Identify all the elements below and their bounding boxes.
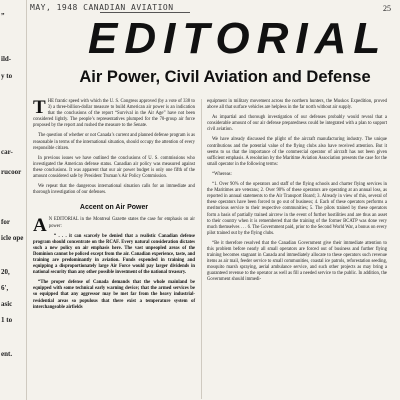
- margin-fragment: rucoor: [1, 168, 22, 176]
- margin-fragment: for: [1, 218, 10, 226]
- handwritten-date-note: MAY, 1948 CANADIAN AVIATION: [30, 3, 174, 12]
- margin-fragment: 6',: [1, 284, 9, 292]
- drop-cap: A: [33, 215, 47, 237]
- quoted-paragraph: “ . . . it can scarcely be denied that a realistic Canadian defense program should concentrate on the RCAF. Every natural consideration dictates such a new policy on air emphasis here. The vast unpeopled areas of the Dominion cannot be policed except from the air. Canadian experience, taste, and training are predominantly in aviation. Funds expended in training and equipping a disproportionately large Air Force would pay larger dividends in national security than any other possible investment of the national treasury.: [33, 233, 195, 276]
- margin-fragment: icle ope: [1, 234, 24, 242]
- body-paragraph: “Be it therefore resolved that the Canadian Government give their immediate attention to this problem before nearly all small operators are forced out of business and further flying training becomes stagnant in Canada and immediately allocate to these operators such revenue items as air mail, feeder service to small communities, coastal ice patrols, reforestation seeding, mosquito marsh spraying, aerial ambulance service, and such other projects as may bring a guaranteed revenue to the operator as well as fill a needed service to the public. In addition, the Government should immedi-: [207, 240, 387, 283]
- left-column: [33, 99, 195, 315]
- margin-fragment: 20,: [1, 268, 10, 276]
- page-number: 25: [383, 4, 391, 13]
- margin-fragment: ”: [1, 12, 5, 20]
- margin-fragment: y to: [1, 72, 13, 80]
- body-paragraph: [33, 215, 195, 237]
- drop-cap: T: [33, 97, 46, 118]
- body-paragraph: The question of whether or not Canada’s current and planned defense program is as reasonable in terms of the international situation, should occupy the attention of every responsible citizen.: [33, 133, 195, 151]
- right-column: [207, 99, 387, 288]
- margin-fragment: 1 to: [1, 316, 13, 324]
- paragraph-text: HE frantic speed with which the U. S. Congress approved (by a vote of 338 to 3) a three-billion-dollar measure to build American air power is an indication that the conclusions of the report “Survival in the Air Age” have not been considered lightly. The people’s representatives plumped for the 70-group air force proposed by the report and rushed the measure to the Senate.: [33, 99, 195, 129]
- handwritten-underline: [100, 12, 190, 13]
- body-paragraph: “1. Over 90% of the operators and staff of the flying schools and charter flying services in the Maritimes are veterans; 2. Over 90% of these operators are operating at an annual loss, as reported in annual statements to the Air Transport Board; 3. Already in view of this, several of these operators have been forced to go out of business; 4. Each of these operators performs a meritorious service to their respective communities; 5. The pilots trained by these operators form a basis of partially trained aircrew in the event of further hostilities and are thus an asset to their country when it is remembered that the training of the former BCATP was done very much themselves . . . 6. The Government paid, prior to the Second World War, a bonus on every pilot trained out by the flying clubs.: [207, 182, 388, 236]
- body-paragraph: [33, 99, 195, 129]
- margin-fragment: asic: [1, 300, 13, 308]
- margin-fragment: car-: [1, 148, 13, 156]
- body-paragraph: We have already discussed the plight of the aircraft manufacturing industry. The unique contributions and the potential value of the flying clubs also have received attention. But it seems to us that the importance of the commercial operator of aircraft has not been given sufficient emphasis. A resolution by the Maritime Aviation Association presents the case for the small operator in the following terms:: [207, 137, 387, 167]
- previous-page-edge: [0, 0, 27, 400]
- body-paragraph: We repeat that the dangerous international situation calls for an immediate and thorough investigation of our defenses.: [33, 184, 195, 196]
- column-divider: [201, 99, 202, 399]
- body-paragraph: In previous issues we have outlined the conclusions of U. S. commissions who investigated the American defense status. Canadian air policy was measured against these conclusions. It was apparent that our air power budget is only one fifth of the amount considered safe by President Truman’s Air Policy Commission.: [33, 155, 195, 180]
- margin-fragment: ent.: [1, 350, 13, 358]
- editorial-masthead: EDITORIAL: [88, 14, 388, 63]
- body-paragraph: As impartial and thorough investigation of our defenses probably would reveal that a considerable amount of our air defense preparedness could be integrated with a plan to support civil aviation.: [207, 115, 387, 133]
- body-paragraph: “Whereas:: [212, 171, 232, 177]
- section-subhead: Accent on Air Power: [79, 204, 149, 212]
- quoted-paragraph: “The proper defense of Canada demands that the whole mainland be equipped with some technical early warning device; that the armed services be so equipped that any aggressor may be met far from the heavy industrial-residential areas so populous that there exist a temperature system of interchangeable airfields: [33, 280, 195, 310]
- paragraph-text: N EDITORIAL in the Montreal Gazette states the case for emphasis on air power:: [48, 217, 195, 229]
- margin-fragment: ild-: [1, 55, 12, 63]
- article-headline: Air Power, Civil Aviation and Defense: [79, 68, 371, 86]
- body-paragraph: equipment in military movement across the northern hunters, the Muskox Expedition, proved above all that surface vehicles are helpless in the far north without air supply.: [207, 99, 387, 111]
